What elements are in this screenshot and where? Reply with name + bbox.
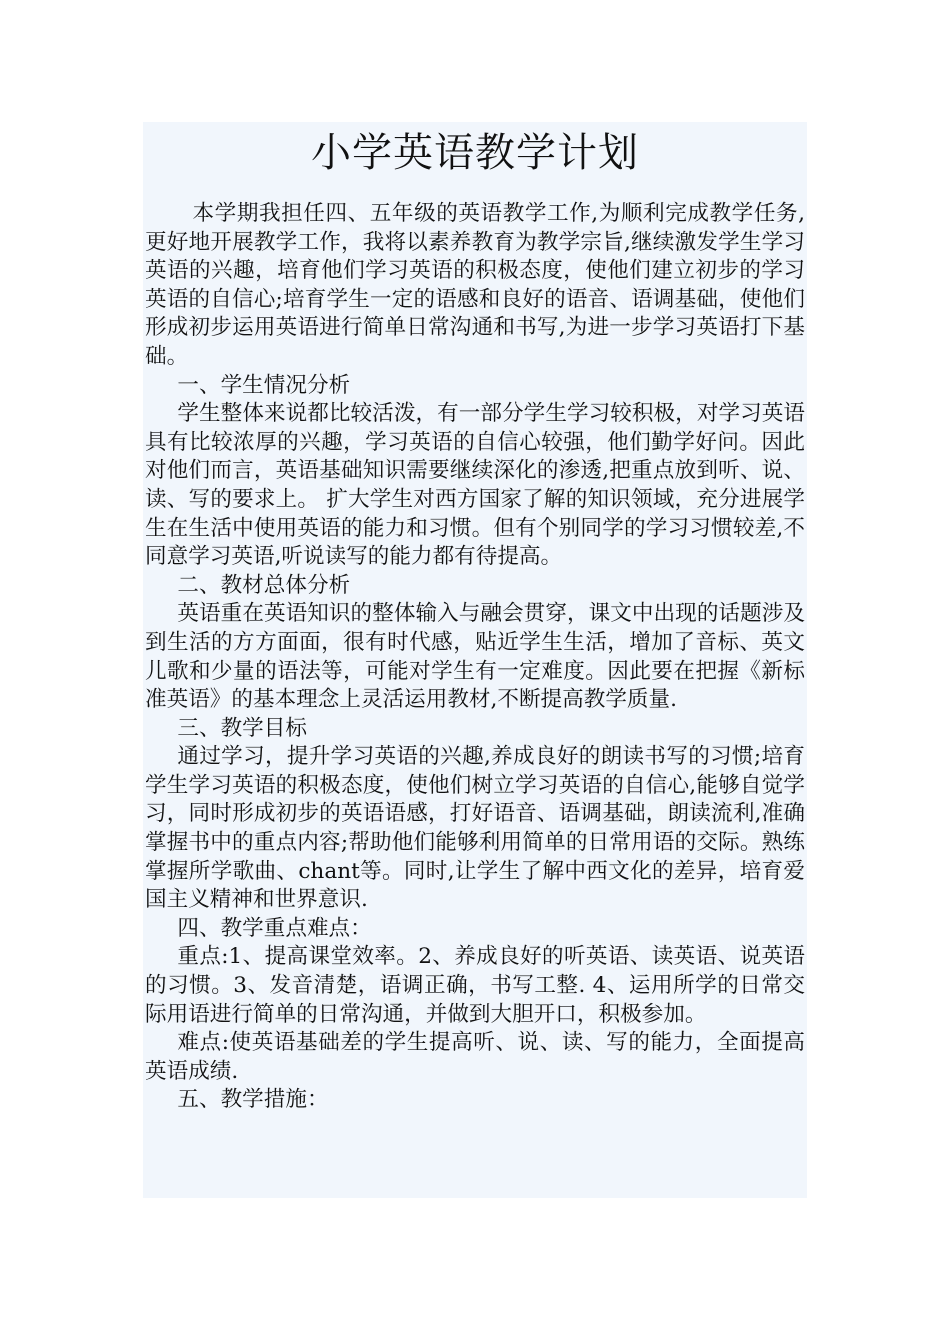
section-heading-textbook-analysis: 二、教材总体分析: [177, 572, 351, 598]
document-title: 小学英语教学计划: [311, 130, 639, 176]
textbook-analysis-paragraph: 英语重在英语知识的整体输入与融会贯穿，课文中出现的话题涉及到生活的方方面面，很有时代感，贴近学生生活，增加了音标、英文儿歌和少量的语法等，可能对学生有一定难度。因此要在把握《新标准英语》的基本理念上灵活运用教材,不断提高教学质量.: [145, 601, 805, 713]
section-heading-teaching-measures: 五、教学措施：: [177, 1087, 329, 1113]
document-body: [145, 200, 805, 1115]
intro-paragraph: 本学期我担任四、五年级的英语教学工作,为顺利完成教学任务,更好地开展教学工作，我将以素养教育为教学宗旨,继续激发学生学习英语的兴趣，培育他们学习英语的积极态度，使他们建立初步的学习英语的自信心;培育学生一定的语感和良好的语音、语调基础，使他们形成初步运用英语进行简单日常沟通和书写,为进一步学习英语打下基础。: [145, 201, 805, 369]
teaching-goals-paragraph: 通过学习，提升学习英语的兴趣,养成良好的朗读书写的习惯;培育学生学习英语的积极态度，使他们树立学习英语的自信心,能够自觉学习，同时形成初步的英语语感，打好语音、语调基础，朗读流利,准确掌握书中的重点内容;帮助他们能够利用简单的日常用语的交际。熟练掌握所学歌曲、chant等。同时,让学生了解中西文化的差异，培育爱国主义精神和世界意识.: [145, 744, 805, 913]
difficulties-paragraph: 难点:使英语基础差的学生提高听、说、读、写的能力，全面提高英语成绩.: [145, 1030, 805, 1084]
student-analysis-paragraph: 学生整体来说都比较活泼，有一部分学生学习较积极，对学习英语具有比较浓厚的兴趣，学习英语的自信心较强，他们勤学好问。因此对他们而言，英语基础知识需要继续深化的渗透,把重点放到听、说、读、写的要求上。 扩大学生对西方国家了解的知识领域，充分进展学生在生活中使用英语的能力和习惯。但有个别同学的学习习惯较差,不同意学习英语,听说读写的能力都有待提高。: [145, 401, 805, 570]
section-heading-key-points: 四、教学重点难点：: [177, 915, 372, 941]
key-points-paragraph: 重点:1、提高课堂效率。2、养成良好的听英语、读英语、说英语的习惯。3、发音清楚，语调正确，书写工整. 4、运用所学的日常交际用语进行简单的日常沟通，并做到大胆开口，积极参加。: [145, 944, 805, 1027]
section-heading-student-analysis: 一、学生情况分析: [177, 372, 351, 398]
section-heading-teaching-goals: 三、教学目标: [177, 715, 307, 741]
